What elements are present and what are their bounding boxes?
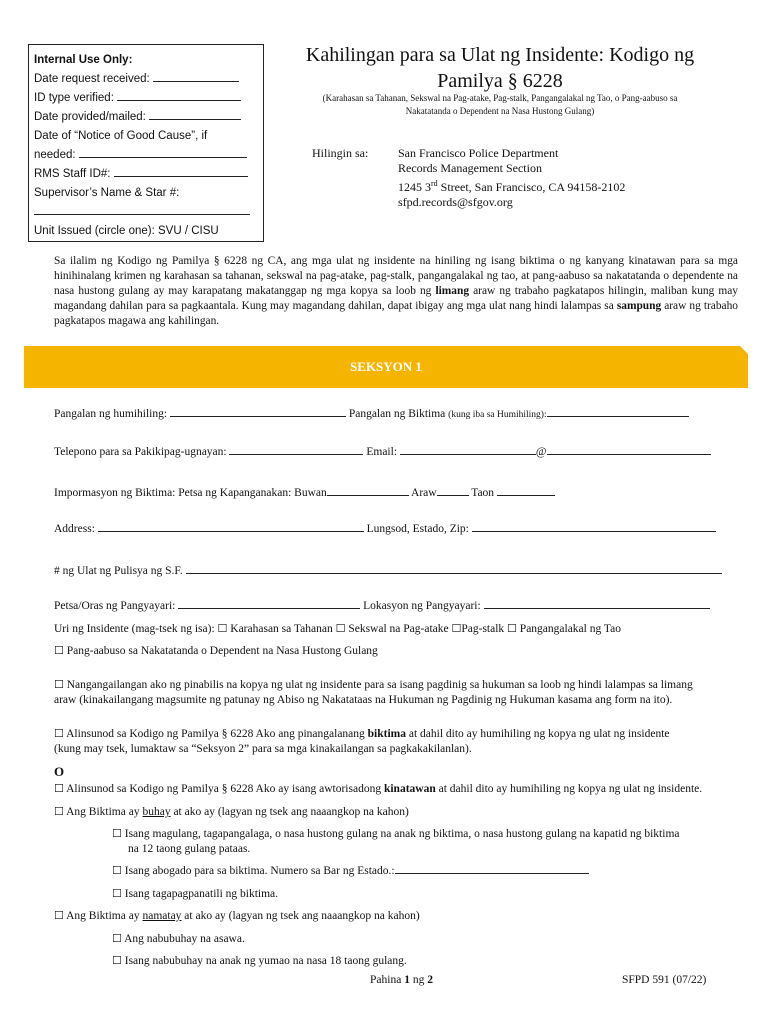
rms-label: RMS Staff ID#:	[34, 168, 111, 180]
dept-street-pre: 1245 3	[398, 180, 431, 194]
id-verified-line	[34, 89, 258, 108]
alive-option-3-text: Isang tagapagpanatili ng biktima.	[124, 888, 279, 900]
alive-row	[54, 804, 409, 820]
location-label: Lokasyon ng Pangyayari:	[363, 600, 481, 612]
incident-type-row-2	[54, 643, 378, 659]
page-title	[290, 42, 710, 94]
victim-info-label: Impormasyon ng Biktima: Petsa ng Kapanganakan: Buwan	[54, 487, 327, 499]
report-number-field[interactable]	[186, 563, 722, 574]
page-mid: ng	[409, 974, 428, 986]
address-label: Address:	[54, 523, 95, 535]
checkbox-traffic[interactable]: ☐	[507, 622, 517, 635]
alive-pre: Ang Biktima ay	[66, 806, 143, 818]
option-traffic: Pangangalakal ng Tao	[519, 623, 621, 635]
page-number	[370, 974, 433, 986]
internal-use-box	[28, 44, 264, 242]
deceased-option-2	[112, 953, 407, 969]
needed-field[interactable]	[79, 146, 247, 158]
victim-name-field[interactable]	[547, 406, 689, 417]
good-cause-line	[34, 127, 258, 146]
deceased-post: at ako ay (lagyan ng tsek ang naaangkop na kahon)	[181, 910, 420, 922]
names-row	[54, 406, 689, 423]
phone-label: Telepono para sa Pakikipag-ugnayan:	[54, 446, 227, 458]
page-total: 2	[427, 974, 433, 986]
victim-info-row	[54, 485, 555, 501]
date-provided-label: Date provided/mailed:	[34, 111, 146, 123]
address-field[interactable]	[98, 521, 364, 532]
incident-type-label: Uri ng Insidente (mag-tsek ng isa):	[54, 623, 215, 635]
victim-name-label: Pangalan ng Biktima	[348, 408, 446, 420]
deceased-option-1-text: Ang nabubuhay na asawa.	[124, 933, 245, 945]
alive-option-1-line-2: na 12 taong gulang pataas.	[128, 843, 251, 855]
birth-year-field[interactable]	[497, 485, 555, 496]
expedite-text-1: Nangangailangan ako ng pinabilis na kopya ng ulat ng insidente para sa isang pagdinig sa hukuman sa loob ng hindi lalampas sa limang	[66, 679, 693, 691]
date-received-label: Date request received:	[34, 73, 150, 85]
alive-option-2-text: Isang abogado para sa biktima. Numero sa Bar ng Estado.:	[124, 865, 395, 877]
date-time-label: Petsa/Oras ng Pangyayari:	[54, 600, 176, 612]
dept-street-post: Street, San Francisco, CA 94158-2102	[437, 180, 626, 194]
checkbox-sa[interactable]: ☐	[335, 622, 346, 635]
supervisor-line	[34, 184, 258, 203]
report-number-row	[54, 563, 722, 579]
checkbox-expedite[interactable]: ☐	[54, 678, 64, 691]
alive-post: at ako ay (lagyan ng tsek ang naaangkop na kahon)	[170, 806, 409, 818]
checkbox-alive-parent[interactable]: ☐	[112, 827, 122, 840]
alive-option-1-text: Isang magulang, tagapangalaga, o nasa hustong gulang na anak ng biktima, o nasa hustong gulang na kapatid ng biktima	[124, 828, 680, 840]
email-domain-field[interactable]	[547, 444, 711, 455]
victim-paragraph	[54, 726, 754, 757]
date-provided-field[interactable]	[149, 108, 241, 120]
bar-number-field[interactable]	[395, 863, 589, 874]
unit-line	[34, 222, 258, 241]
or-label: O	[54, 764, 65, 779]
rms-field[interactable]	[114, 165, 248, 177]
location-field[interactable]	[484, 598, 710, 609]
good-cause-label: Date of “Notice of Good Cause”, if	[34, 130, 208, 142]
section-1-label: SEKSYON 1	[350, 359, 422, 374]
form-id: SFPD 591 (07/22)	[622, 974, 707, 986]
email-at: @	[535, 446, 547, 458]
alive-underlined: buhay	[142, 806, 171, 818]
needed-label: needed:	[34, 149, 76, 161]
incident-date-row	[54, 598, 710, 614]
birth-year-label: Taon	[471, 487, 495, 499]
dept-name: San Francisco Police Department	[398, 146, 559, 160]
rep-post: at dahil dito ay humihiling ng kopya ng ulat ng insidente.	[435, 783, 703, 795]
city-label: Lungsod, Estado, Zip:	[366, 523, 469, 535]
email-label: Email:	[366, 446, 398, 458]
page-subtitle	[280, 92, 720, 118]
department-address	[398, 146, 625, 210]
date-time-field[interactable]	[178, 598, 360, 609]
alive-option-1	[112, 826, 742, 857]
intro-part-2: araw ng trabaho pagkatapos hilingin, maliban kung may magandang dahilan para sa pagkaantala. Kung may magandang dahilan, dapat ibigay ang mga ulat nang hindi lalampas sa	[54, 285, 738, 312]
expedite-line-2: araw (kinakailangang magsumite ng patunay ng Abiso ng Nakatataas na Hukuman ng Pagdinig ng Hukuman kasama ang form na ito).	[54, 694, 673, 706]
rep-pre: Alinsunod sa Kodigo ng Pamilya § 6228 Ako ay isang awtorisadong	[66, 783, 384, 795]
unit-label: Unit Issued (circle one): SVU / CISU	[34, 225, 219, 237]
rep-bold: kinatawan	[383, 783, 436, 795]
option-sa: Sekswal na Pag-atake	[348, 623, 449, 635]
requester-name-field[interactable]	[170, 406, 346, 417]
checkbox-alive-custodian[interactable]: ☐	[112, 887, 122, 900]
victim-name-note: (kung iba sa Humihiling):	[448, 410, 547, 420]
city-field[interactable]	[472, 521, 716, 532]
option-elder: Pang-aabuso sa Nakatatanda o Dependent na Nasa Hustong Gulang	[66, 645, 378, 657]
deceased-pre: Ang Biktima ay	[66, 910, 143, 922]
deceased-underlined: namatay	[142, 910, 182, 922]
checkbox-elder[interactable]: ☐	[54, 644, 64, 657]
report-number-label: # ng Ulat ng Pulisya ng S.F.	[54, 565, 183, 577]
victim-bold: biktima	[367, 728, 406, 740]
date-provided-line	[34, 108, 258, 127]
intro-part-1: Sa ilalim ng Kodigo ng Pamilya § 6228 ng CA, ang mga ulat ng insidente na hiniling ng isang biktima o ng kanyang kinatawan para sa mga hinihinalang krimen ng karahasan sa tahanan, sekswal na pag-atake, pag-stalk, pangangalakal ng tao, at pang-aabuso sa nakatatanda o dependente na nasa hustong gulang ay may karapatang makatanggap ng mga kopya sa loob ng	[54, 255, 738, 297]
victim-line-1	[54, 726, 754, 742]
page-current: 1	[404, 974, 410, 986]
deceased-option-2-text: Isang nabubuhay na anak ng yumao na nasa 18 taong gulang.	[124, 955, 407, 967]
victim-line-2: (kung may tsek, lumaktaw sa “Seksyon 2” para sa mga kinakailangan sa pagkakakilanlan).	[54, 743, 472, 755]
intro-paragraph	[54, 254, 738, 329]
internal-heading-text: Internal Use Only:	[34, 54, 133, 66]
supervisor-field[interactable]	[34, 203, 250, 215]
needed-line	[34, 146, 258, 165]
supervisor-field-line	[34, 203, 258, 222]
phone-field[interactable]	[229, 444, 363, 455]
victim-pre: Alinsunod sa Kodigo ng Pamilya § 6228 Ako ang pinangalanang	[66, 728, 368, 740]
requester-name-label: Pangalan ng humihiling:	[54, 408, 168, 420]
title-line-2: Pamilya § 6228	[437, 70, 563, 92]
title-line-1: Kahilingan para sa Ulat ng Insidente: Kodigo ng	[305, 44, 695, 66]
deceased-row	[54, 908, 420, 924]
victim-post: at dahil dito ay humihiling ng kopya ng ulat ng insidente	[406, 728, 670, 740]
option-dv: Karahasan sa Tahanan	[230, 623, 333, 635]
checkbox-representative[interactable]: ☐	[54, 782, 64, 795]
birth-day-field[interactable]	[437, 485, 469, 496]
checkbox-stalk[interactable]: ☐	[451, 622, 462, 635]
checkbox-victim[interactable]: ☐	[54, 727, 64, 740]
expedite-paragraph	[54, 677, 754, 708]
checkbox-deceased[interactable]: ☐	[54, 909, 64, 922]
deceased-option-1	[112, 931, 245, 947]
dept-street-sup: rd	[431, 179, 438, 188]
contact-row	[54, 444, 711, 460]
supervisor-label: Supervisor’s Name & Star #:	[34, 187, 180, 199]
intro-bold-1: limang	[435, 285, 470, 297]
rep-row	[54, 781, 702, 797]
expedite-line-1	[54, 677, 754, 693]
checkbox-dv[interactable]: ☐	[217, 622, 228, 635]
date-received-field[interactable]	[153, 70, 239, 82]
alive-option-2	[112, 863, 589, 879]
section-1-banner	[24, 346, 748, 388]
checkbox-alive-attorney[interactable]: ☐	[112, 864, 122, 877]
intro-bold-2: sampung	[616, 300, 662, 312]
birth-day-label: Araw	[411, 487, 437, 499]
id-verified-label: ID type verified:	[34, 92, 114, 104]
incident-type-row	[54, 621, 621, 637]
alive-option-1-line-1	[112, 826, 742, 842]
id-verified-field[interactable]	[117, 89, 241, 101]
checkbox-deceased-child[interactable]: ☐	[112, 954, 122, 967]
dept-street	[398, 176, 625, 195]
dept-email: sfpd.records@sfgov.org	[398, 195, 513, 209]
alive-option-3	[112, 886, 278, 902]
address-row	[54, 521, 716, 537]
request-label: Hilingin sa:	[312, 146, 369, 160]
internal-heading	[34, 51, 258, 70]
rms-line	[34, 165, 258, 184]
email-user-field[interactable]	[400, 444, 536, 455]
checkbox-deceased-spouse[interactable]: ☐	[112, 932, 122, 945]
subtitle-line-2: Nakatatanda o Dependent na Nasa Hustong Gulang)	[405, 106, 595, 116]
intro-part-3: araw ng trabaho pagkatapos magawa ang kahilingan.	[54, 300, 738, 327]
page-pre: Pahina	[370, 974, 405, 986]
checkbox-alive[interactable]: ☐	[54, 805, 64, 818]
subtitle-line-1: (Karahasan sa Tahanan, Sekswal na Pag-atake, Pag-stalk, Pangangalakal ng Tao, o Pang-aabuso sa	[322, 93, 678, 103]
birth-month-field[interactable]	[327, 485, 409, 496]
option-stalk: Pag-stalk	[461, 623, 505, 635]
dept-section: Records Management Section	[398, 161, 542, 175]
date-received-line	[34, 70, 258, 89]
